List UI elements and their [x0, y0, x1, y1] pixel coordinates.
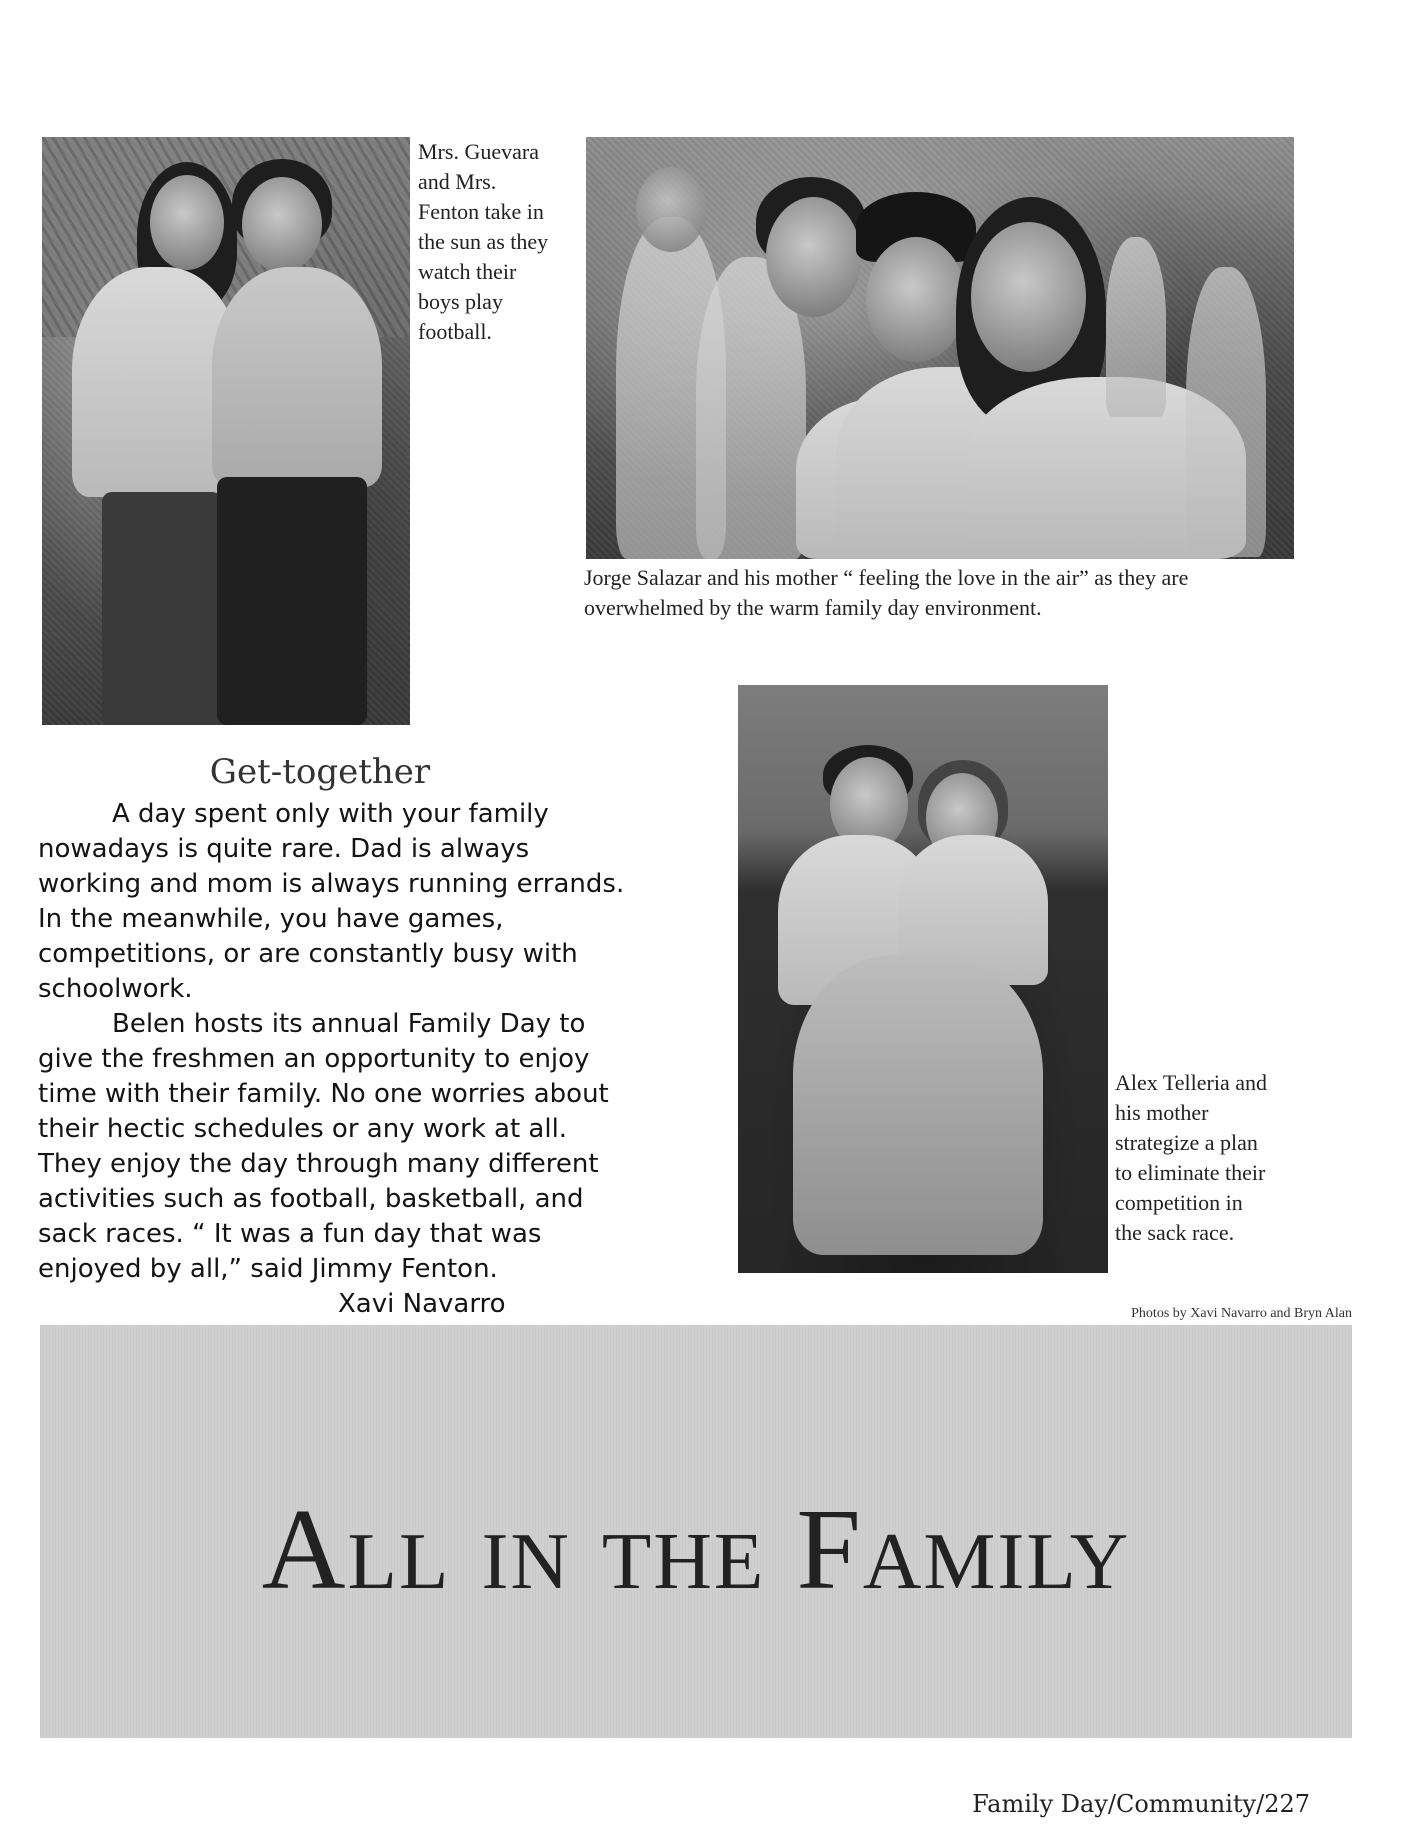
- photo-telleria: [738, 685, 1108, 1273]
- story-paragraph: Belen hosts its annual Family Day to give the freshmen an opportunity to enjoy time with their family. No one worries about their hectic schedules or any work at all. They enjoy the day through many different activities such as football, basketball, and sack races. “ It was a fun day that was enjoyed by all,” said Jimmy Fenton.: [38, 1009, 609, 1284]
- photo-salazar: [586, 137, 1294, 559]
- caption-telleria: Alex Telleria and his mother strategize a plan to eliminate their competition in the sack race.: [1115, 1070, 1267, 1245]
- story-body: [38, 797, 638, 1322]
- title-banner: [40, 1325, 1352, 1738]
- photo-credit: Photos by Xavi Navarro and Bryn Alan: [1131, 1306, 1352, 1321]
- story-paragraph: A day spent only with your family nowadays is quite rare. Dad is always working and mom is always running errands. In the meanwhile, you have games, competitions, or are constantly busy with schoolwork.: [38, 799, 625, 1004]
- page-folio: Family Day/Community/227: [972, 1790, 1310, 1818]
- story-byline: Xavi Navarro: [338, 1289, 506, 1319]
- caption-salazar: Jorge Salazar and his mother “ feeling the love in the air” as they are overwhelmed by the warm family day environment.: [584, 565, 1189, 620]
- photo-guevara-fenton: [42, 137, 410, 725]
- caption-guevara-fenton: Mrs. Guevara and Mrs. Fenton take in the sun as they watch their boys play football.: [418, 139, 549, 344]
- story-heading: Get-together: [209, 752, 431, 792]
- banner-title: All in the Family: [261, 1486, 1131, 1614]
